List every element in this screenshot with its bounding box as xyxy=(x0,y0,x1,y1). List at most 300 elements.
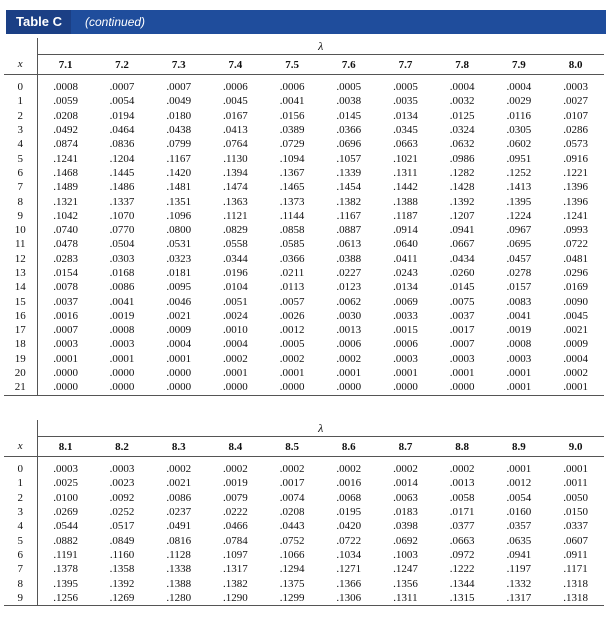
probability-cell: .0090 xyxy=(563,295,588,308)
probability-cell: .0286 xyxy=(563,124,588,137)
probability-cell: .0008 xyxy=(37,75,94,95)
probability-cell: .0283 xyxy=(37,252,94,266)
probability-cell: .1207 xyxy=(449,209,475,222)
table-row xyxy=(4,476,604,490)
x-value: 3 xyxy=(17,124,23,137)
probability-cell: .1382 xyxy=(223,577,248,590)
x-value: 7 xyxy=(17,181,23,194)
probability-cell: .1311 xyxy=(393,166,418,179)
probability-cell: .1489 xyxy=(37,180,94,194)
probability-cell: .1252 xyxy=(506,166,532,179)
probability-cell: .0344 xyxy=(223,252,248,265)
probability-cell: .0086 xyxy=(166,491,192,504)
probability-cell: .1311 xyxy=(377,591,434,606)
probability-cell: .0000 xyxy=(264,380,321,395)
probability-cell: .0531 xyxy=(166,238,192,251)
table-row xyxy=(4,266,604,280)
probability-cell: .1130 xyxy=(223,152,248,165)
x-value: 1 xyxy=(17,95,23,108)
probability-cell: .0092 xyxy=(109,491,135,504)
probability-cell: .0517 xyxy=(109,520,135,533)
probability-cell: .0914 xyxy=(393,224,418,237)
probability-cell: .0345 xyxy=(393,124,418,137)
probability-cell: .0005 xyxy=(336,81,362,94)
probability-cell: .0008 xyxy=(109,324,135,337)
probability-cell: .0357 xyxy=(506,520,532,533)
probability-cell: .0038 xyxy=(336,95,362,108)
table-row xyxy=(4,294,604,308)
probability-cell: .1388 xyxy=(166,577,192,590)
table-row xyxy=(4,223,604,237)
x-value: 0 xyxy=(17,463,23,476)
probability-cell: .1128 xyxy=(166,548,191,561)
probability-cell: .1121 xyxy=(223,209,248,222)
x-value: 3 xyxy=(17,506,23,519)
probability-cell: .0208 xyxy=(279,506,305,519)
probability-cell: .0000 xyxy=(150,380,207,395)
probability-cell: .0013 xyxy=(449,477,475,490)
probability-cell: .1344 xyxy=(449,577,475,590)
probability-cell: .0252 xyxy=(109,506,135,519)
probability-cell: .0504 xyxy=(109,238,135,251)
table-header-bar xyxy=(6,10,606,34)
probability-cell: .0222 xyxy=(223,506,248,519)
probability-cell: .0156 xyxy=(279,109,305,122)
probability-cell: .0296 xyxy=(563,267,588,279)
probability-cell: .1351 xyxy=(166,195,192,208)
probability-cell: .0003 xyxy=(109,463,135,476)
poisson-table-panel-top xyxy=(4,38,604,396)
probability-cell: .0829 xyxy=(223,224,248,237)
poisson-table-panel-bottom xyxy=(4,420,604,606)
probability-cell: .0640 xyxy=(393,238,418,251)
probability-cell: .0116 xyxy=(506,109,532,122)
probability-cell: .0004 xyxy=(449,81,475,94)
probability-cell: .0005 xyxy=(393,81,418,94)
x-value: 15 xyxy=(14,295,26,308)
probability-cell: .0887 xyxy=(336,224,362,237)
probability-cell: .0916 xyxy=(563,152,588,165)
probability-cell: .0007 xyxy=(449,338,475,351)
probability-cell: .1066 xyxy=(279,548,305,561)
probability-cell: .0195 xyxy=(336,506,362,519)
table-row xyxy=(4,151,604,165)
probability-cell: .0941 xyxy=(506,548,532,561)
probability-cell: .0041 xyxy=(279,95,305,108)
probability-cell: .1096 xyxy=(166,209,192,222)
probability-cell: .1318 xyxy=(547,591,604,606)
probability-cell: .0100 xyxy=(37,491,94,505)
x-value: 7 xyxy=(17,563,23,576)
probability-cell: .0544 xyxy=(37,519,94,533)
probability-cell: .0003 xyxy=(109,338,135,351)
probability-cell: .1392 xyxy=(449,195,475,208)
probability-cell: .0154 xyxy=(37,266,94,280)
probability-cell: .0337 xyxy=(563,520,588,533)
probability-cell: .0145 xyxy=(449,281,475,294)
probability-cell: .0008 xyxy=(506,338,532,351)
probability-cell: .1481 xyxy=(166,181,192,194)
probability-cell: .1428 xyxy=(449,181,475,194)
probability-cell: .0062 xyxy=(336,295,362,308)
probability-cell: .0033 xyxy=(393,309,418,322)
lambda-column-header: 7.9 xyxy=(491,55,548,75)
probability-cell: .0019 xyxy=(109,309,135,322)
probability-cell: .0000 xyxy=(207,380,264,395)
probability-cell: .1256 xyxy=(37,591,94,606)
probability-cell: .0002 xyxy=(223,352,248,365)
probability-cell: .1339 xyxy=(336,166,362,179)
probability-cell: .0004 xyxy=(166,338,192,351)
probability-cell: .0663 xyxy=(393,138,418,151)
probability-cell: .0004 xyxy=(563,352,588,365)
probability-cell: .0558 xyxy=(223,238,248,251)
probability-cell: .1366 xyxy=(336,577,362,590)
table-row xyxy=(4,505,604,519)
probability-cell: .1486 xyxy=(109,181,135,194)
probability-cell: .0002 xyxy=(223,463,248,476)
probability-cell: .1382 xyxy=(336,195,362,208)
probability-cell: .1338 xyxy=(166,563,192,576)
probability-cell: .0323 xyxy=(166,252,192,265)
probability-cell: .0021 xyxy=(166,309,192,322)
probability-cell: .0602 xyxy=(506,138,532,151)
lambda-label: λ xyxy=(37,38,604,55)
x-value: 21 xyxy=(4,380,37,395)
lambda-column-header: 8.7 xyxy=(377,437,434,457)
probability-cell: .1222 xyxy=(449,563,475,576)
probability-cell: .0016 xyxy=(37,309,94,323)
probability-cell: .0057 xyxy=(279,295,305,308)
probability-cell: .0005 xyxy=(279,338,305,351)
poisson-table xyxy=(4,420,604,606)
lambda-column-header: 7.3 xyxy=(150,55,207,75)
probability-cell: .0051 xyxy=(223,295,248,308)
probability-cell: .0303 xyxy=(109,252,135,265)
probability-cell: .0001 xyxy=(393,367,418,380)
probability-cell: .0993 xyxy=(563,224,588,237)
probability-cell: .1167 xyxy=(336,209,361,222)
probability-cell: .0466 xyxy=(223,520,248,533)
x-value: 4 xyxy=(17,520,23,533)
probability-cell: .0023 xyxy=(109,477,135,490)
x-value: 17 xyxy=(14,324,26,337)
probability-cell: .0015 xyxy=(393,324,418,337)
x-value: 2 xyxy=(17,491,23,504)
probability-cell: .0113 xyxy=(279,281,305,294)
probability-cell: .0799 xyxy=(166,138,192,151)
table-row xyxy=(4,323,604,337)
probability-cell: .0481 xyxy=(563,252,588,265)
probability-cell: .1269 xyxy=(94,591,151,606)
probability-cell: .0001 xyxy=(336,367,362,380)
probability-cell: .0032 xyxy=(449,95,475,108)
probability-cell: .0160 xyxy=(506,506,532,519)
probability-cell: .0667 xyxy=(449,238,475,251)
probability-cell: .0237 xyxy=(166,506,192,519)
probability-cell: .0171 xyxy=(449,506,475,519)
probability-cell: .0002 xyxy=(166,463,192,476)
probability-cell: .0063 xyxy=(393,491,418,504)
table-row xyxy=(4,94,604,108)
probability-cell: .0003 xyxy=(563,81,588,94)
probability-cell: .1318 xyxy=(563,577,588,590)
probability-cell: .0278 xyxy=(506,267,532,279)
probability-cell: .0858 xyxy=(279,224,305,237)
probability-cell: .0019 xyxy=(223,477,248,490)
table-row xyxy=(4,533,604,547)
column-header-row xyxy=(4,55,604,75)
probability-cell: .0398 xyxy=(393,520,418,533)
probability-cell: .0086 xyxy=(109,281,135,294)
probability-cell: .0002 xyxy=(393,463,418,476)
probability-cell: .1315 xyxy=(434,591,491,606)
x-column-header: x xyxy=(4,55,37,75)
probability-cell: .1290 xyxy=(207,591,264,606)
probability-cell: .0002 xyxy=(336,463,362,476)
probability-cell: .0208 xyxy=(37,109,94,123)
x-value: 6 xyxy=(17,548,23,561)
probability-cell: .0585 xyxy=(279,238,305,251)
probability-cell: .0045 xyxy=(223,95,248,108)
lambda-header-row xyxy=(4,38,604,55)
probability-cell: .0004 xyxy=(223,338,248,351)
probability-cell: .0007 xyxy=(166,81,192,94)
probability-cell: .0069 xyxy=(393,295,418,308)
probability-cell: .1204 xyxy=(109,152,135,165)
x-value: 12 xyxy=(14,252,26,265)
probability-cell: .1224 xyxy=(506,209,532,222)
probability-cell: .0104 xyxy=(223,281,248,294)
probability-cell: .0836 xyxy=(109,138,135,151)
probability-cell: .0491 xyxy=(166,520,192,533)
x-value: 8 xyxy=(17,577,23,590)
x-value: 8 xyxy=(17,195,23,208)
probability-cell: .1413 xyxy=(506,181,532,194)
poisson-table xyxy=(4,38,604,396)
probability-cell: .0002 xyxy=(336,352,362,365)
probability-cell: .0059 xyxy=(37,94,94,108)
probability-cell: .1363 xyxy=(223,195,248,208)
probability-cell: .0001 xyxy=(506,463,532,476)
probability-cell: .0729 xyxy=(279,138,305,151)
probability-cell: .0006 xyxy=(393,338,418,351)
probability-cell: .0001 xyxy=(491,380,548,395)
lambda-column-header: 8.9 xyxy=(491,437,548,457)
probability-cell: .0001 xyxy=(166,352,192,365)
lambda-column-header: 7.6 xyxy=(320,55,377,75)
probability-cell: .1420 xyxy=(166,166,192,179)
probability-cell: .0227 xyxy=(336,267,362,279)
probability-cell: .1375 xyxy=(279,577,305,590)
x-value: 5 xyxy=(17,152,23,165)
probability-cell: .0243 xyxy=(393,267,418,279)
probability-cell: .0000 xyxy=(109,367,135,380)
lambda-column-header: 8.6 xyxy=(320,437,377,457)
continued-label: (continued) xyxy=(85,15,146,29)
probability-cell: .1034 xyxy=(336,548,362,561)
probability-cell: .0001 xyxy=(547,380,604,395)
probability-cell: .1280 xyxy=(150,591,207,606)
probability-cell: .1392 xyxy=(109,577,135,590)
probability-cell: .0004 xyxy=(506,81,532,94)
probability-cell: .0377 xyxy=(449,520,475,533)
probability-cell: .0010 xyxy=(223,324,248,337)
probability-cell: .0764 xyxy=(223,138,248,151)
probability-cell: .1299 xyxy=(264,591,321,606)
probability-cell: .0181 xyxy=(166,267,192,279)
probability-cell: .0434 xyxy=(449,252,475,265)
probability-cell: .0457 xyxy=(506,252,532,265)
probability-cell: .0030 xyxy=(336,309,362,322)
probability-cell: .0366 xyxy=(279,252,305,265)
probability-cell: .0003 xyxy=(37,457,94,477)
probability-cell: .0967 xyxy=(506,224,532,237)
probability-cell: .1454 xyxy=(336,181,362,194)
table-row xyxy=(4,591,604,606)
x-value: 14 xyxy=(14,281,26,294)
x-value: 9 xyxy=(17,209,23,222)
lambda-column-header: 9.0 xyxy=(547,437,604,457)
x-value: 0 xyxy=(17,81,23,94)
probability-cell: .1321 xyxy=(37,194,94,208)
probability-cell: .1070 xyxy=(109,209,135,222)
table-row xyxy=(4,75,604,95)
probability-cell: .0002 xyxy=(279,463,305,476)
probability-cell: .1021 xyxy=(393,152,418,165)
probability-cell: .0095 xyxy=(166,281,192,294)
x-value: 13 xyxy=(14,267,26,279)
probability-cell: .1445 xyxy=(109,166,135,179)
probability-cell: .0194 xyxy=(109,109,135,122)
probability-cell: .0035 xyxy=(393,95,418,108)
table-row xyxy=(4,519,604,533)
probability-cell: .1358 xyxy=(109,563,135,576)
probability-cell: .0001 xyxy=(109,352,135,365)
probability-cell: .1187 xyxy=(393,209,418,222)
probability-cell: .1042 xyxy=(37,209,94,223)
probability-cell: .0002 xyxy=(279,352,305,365)
probability-cell: .0324 xyxy=(449,124,475,137)
probability-cell: .0007 xyxy=(109,81,135,94)
probability-cell: .1057 xyxy=(336,152,362,165)
probability-cell: .0816 xyxy=(166,534,192,547)
probability-cell: .0041 xyxy=(506,309,532,322)
table-row xyxy=(4,352,604,366)
probability-cell: .0420 xyxy=(336,520,362,533)
probability-cell: .1378 xyxy=(37,562,94,576)
table-row xyxy=(4,166,604,180)
lambda-column-header: 8.8 xyxy=(434,437,491,457)
probability-cell: .1171 xyxy=(563,563,588,576)
probability-cell: .0001 xyxy=(563,463,588,476)
probability-cell: .1160 xyxy=(109,548,135,561)
probability-cell: .0695 xyxy=(506,238,532,251)
probability-cell: .0011 xyxy=(563,477,588,490)
probability-cell: .0003 xyxy=(393,352,418,365)
table-row xyxy=(4,380,604,395)
probability-cell: .0037 xyxy=(37,294,94,308)
x-value: 2 xyxy=(17,109,23,122)
table-row xyxy=(4,209,604,223)
probability-cell: .0492 xyxy=(37,123,94,137)
probability-cell: .0168 xyxy=(109,267,135,279)
probability-cell: .0632 xyxy=(449,138,475,151)
probability-cell: .0696 xyxy=(336,138,362,151)
probability-cell: .1395 xyxy=(37,576,94,590)
table-row xyxy=(4,576,604,590)
probability-cell: .0150 xyxy=(563,506,588,519)
probability-cell: .0025 xyxy=(37,476,94,490)
probability-cell: .0058 xyxy=(449,491,475,504)
lambda-column-header: 7.2 xyxy=(94,55,151,75)
probability-cell: .1247 xyxy=(393,563,418,576)
probability-cell: .1306 xyxy=(320,591,377,606)
probability-cell: .1144 xyxy=(279,209,305,222)
probability-cell: .0037 xyxy=(449,309,475,322)
probability-cell: .0003 xyxy=(37,337,94,351)
probability-cell: .0800 xyxy=(166,224,192,237)
probability-cell: .1003 xyxy=(393,548,418,561)
table-row xyxy=(4,562,604,576)
probability-cell: .1241 xyxy=(37,151,94,165)
x-column-header: x xyxy=(4,437,37,457)
lambda-label: λ xyxy=(37,420,604,437)
probability-cell: .0000 xyxy=(37,366,94,380)
table-row xyxy=(4,280,604,294)
probability-cell: .0009 xyxy=(563,338,588,351)
x-value: 11 xyxy=(14,238,26,251)
table-row xyxy=(4,237,604,251)
probability-cell: .0068 xyxy=(336,491,362,504)
probability-cell: .0123 xyxy=(336,281,362,294)
table-row xyxy=(4,309,604,323)
probability-cell: .0986 xyxy=(449,152,475,165)
x-value: 5 xyxy=(17,534,23,547)
probability-cell: .1271 xyxy=(336,563,362,576)
probability-cell: .1094 xyxy=(279,152,305,165)
probability-cell: .0180 xyxy=(166,109,192,122)
probability-cell: .0941 xyxy=(449,224,475,237)
probability-cell: .0001 xyxy=(223,367,248,380)
probability-cell: .0183 xyxy=(393,506,418,519)
probability-cell: .0413 xyxy=(223,124,248,137)
probability-cell: .0001 xyxy=(449,367,475,380)
probability-cell: .0260 xyxy=(449,267,475,279)
probability-cell: .0012 xyxy=(506,477,532,490)
probability-cell: .1197 xyxy=(506,563,532,576)
probability-cell: .0012 xyxy=(279,324,305,337)
probability-cell: .0014 xyxy=(393,477,418,490)
x-value: 4 xyxy=(17,138,23,151)
corner-cell xyxy=(4,38,37,55)
lambda-column-header: 8.5 xyxy=(264,437,321,457)
probability-cell: .0607 xyxy=(563,534,588,547)
probability-cell: .0882 xyxy=(37,533,94,547)
lambda-column-header: 7.1 xyxy=(37,55,94,75)
probability-cell: .0157 xyxy=(506,281,532,294)
table-row xyxy=(4,194,604,208)
lambda-column-header: 8.3 xyxy=(150,437,207,457)
probability-cell: .0663 xyxy=(449,534,475,547)
table-row xyxy=(4,137,604,151)
probability-cell: .1241 xyxy=(563,209,588,222)
probability-cell: .0074 xyxy=(279,491,305,504)
probability-cell: .1394 xyxy=(223,166,248,179)
probability-cell: .0007 xyxy=(37,323,94,337)
probability-cell: .1373 xyxy=(279,195,305,208)
probability-cell: .0050 xyxy=(563,491,588,504)
